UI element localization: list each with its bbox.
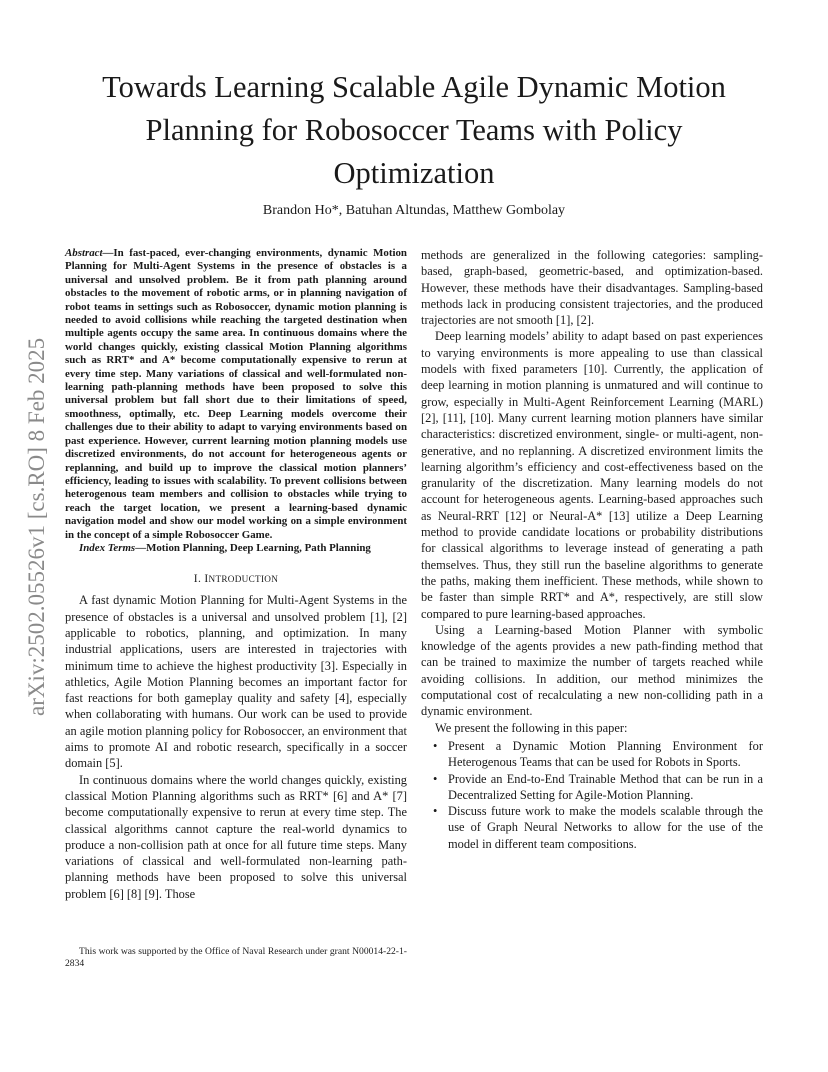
contribution-list (421, 738, 763, 852)
section-title-rest: NTRODUCTION (208, 574, 279, 585)
intro-paragraph: A fast dynamic Motion Planning for Multi-Agent Systems in the presence of obstacles is a universal and unsolved problem [1], [2] applicable to robotics, planning, and optimization. In many industrial applications, users are interested in trajectories with minimum time to achieve the highest productivity [3]. Especially in athletics, Agile Motion Planning becomes an important factor for fast reactions for both gameplay quality and safety [4], especially when collaborating with humans. Our work can be used to provide an agile motion planning policy for Robosoccer, an environment that aims to promote AI and robotic research, specifically in a soccer domain [5]. (65, 593, 407, 771)
abstract (65, 247, 407, 542)
abstract-label: Abstract (65, 247, 103, 259)
contribution-text: Provide an End-to-End Trainable Method that can be run in a Decentralized Setting for Agile-Motion Planning. (448, 771, 763, 802)
bullet-icon: • (433, 738, 438, 753)
index-terms-text: —Motion Planning, Deep Learning, Path Planning (135, 541, 371, 554)
intro-paragraph: In continuous domains where the world changes quickly, existing classical Motion Planning algorithms such as RRT* [6] and A* [7] become computationally expensive to rerun at every time step. The classical algorithms cannot capture the real-world dynamics to produce a non-collision path at once for all future time steps. Many variations of classical and well-formulated non-learning path-planning methods have been proposed to solve this universal problem [6] [8] [9]. Those (65, 772, 407, 901)
intro-paragraph: We present the following in this paper: (435, 720, 628, 735)
contribution-item (421, 771, 763, 804)
right-column (421, 247, 763, 852)
bullet-icon: • (433, 804, 438, 819)
arxiv-watermark: arXiv:2502.05526v1 [cs.RO] 8 Feb 2025 (24, 337, 49, 717)
left-column (65, 247, 407, 902)
title-line: Optimization (333, 156, 495, 190)
intro-paragraph: Using a Learning-based Motion Planner with symbolic knowledge of the agents provides a new path-finding method that can be trained to maximize the number of targets reached while avoiding collisions. In addition, our method minimizes the computational cost of recalculating a new non-colliding path in a dynamic environment. (421, 622, 763, 719)
contribution-text: Present a Dynamic Motion Planning Environment for Heterogenous Teams that can be used for Robots in Sports. (448, 738, 763, 770)
section-heading-introduction (65, 572, 407, 586)
contribution-text: Discuss future work to make the models scalable through the use of Graph Neural Networks to allow for the use of the model in different team compositions. (448, 804, 763, 851)
contribution-item (421, 738, 763, 771)
section-number: I. (193, 572, 205, 586)
index-terms (65, 542, 407, 555)
title-line: Towards Learning Scalable Agile Dynamic Motion (102, 70, 726, 104)
abstract-text: —In fast-paced, ever-changing environments, dynamic Motion Planning for Multi-Agent Systems in the presence of obstacles is a universal and unsolved problem. Be it from path planning around obstacles to the movement of robotic arms, or in planning navigation of robot teams in settings such as Robosoccer, dynamic motion planning is needed to avoid collisions while reaching the targeted destination when multiple agents occupy the same area. In continuous domains where the world changes quickly, existing classical Motion Planning algorithms such as RRT* and A* become computationally expensive to rerun at every time step. Many variations of classical and well-formulated non-learning path-planning methods have been proposed to solve this universal problem but fall short due to their limitations of speed, smoothness, optimally, etc. Deep Learning models overcome their challenges due to their ability to adapt to varying environments based on past experience. However, current learning motion planning models use discretized environments, do not account for heterogeneous agents or replanning, and build up to improve the classical motion planners’ efficiency, leading to issues with scalability. To prevent collisions between heterogenous team members and collision to obstacles while trying to reach the target location, we present a learning-based dynamic navigation model and show our model working on a simple environment in the concept of a simple Robosoccer Game. (65, 247, 407, 541)
author-list: Brandon Ho*, Batuhan Altundas, Matthew Gombolay (262, 203, 566, 218)
funding-footnote: This work was supported by the Office of Naval Research under grant N00014-22-1-2834 (65, 946, 407, 969)
index-terms-label: Index Terms (79, 541, 136, 554)
paper-title (60, 66, 768, 195)
section-title-first: I (204, 572, 209, 586)
title-line: Planning for Robosoccer Teams with Policy (145, 113, 683, 147)
contribution-item (421, 803, 763, 852)
intro-paragraph: Deep learning models’ ability to adapt based on past experiences to varying environments is more appealing to use than classical models with fixed parameters [10]. Currently, the application of deep learning in motion planning is unmatured and will continue to grow, especially in Multi-Agent Reinforcement Learning (MARL) [2], [11], [10]. Many current learning motion planners have similar characteristics: discretized environment, single- or multi-agent, non-generative, and no replanning. A discretized environment limits the learning algorithm’s efficiency and cost-effectiveness based on the granularity of the discretization. Many learning models do not account for heterogeneous agents. Learning-based approaches such as Neural-RRT [12] or Neural-A* [13] utilize a Deep Learning method to provide candidate locations or probability distributions for classical algorithms to leverage instead of generating a path themselves. Thus, they still run the baseline algorithms to generate the paths, making them inefficient. These methods, while shown to be faster than simple RRT* and A*, respectively, are still slow compared to pure learning-based approaches. (421, 329, 763, 621)
bullet-icon: • (433, 771, 438, 786)
intro-paragraph-continued: methods are generalized in the following categories: sampling-based, graph-based, geometric-based, and optimization-based. However, these methods have their disadvantages. Sampling-based methods lack in producing consistent trajectories, and the produced trajectories are not smooth [1], [2]. (421, 248, 763, 328)
